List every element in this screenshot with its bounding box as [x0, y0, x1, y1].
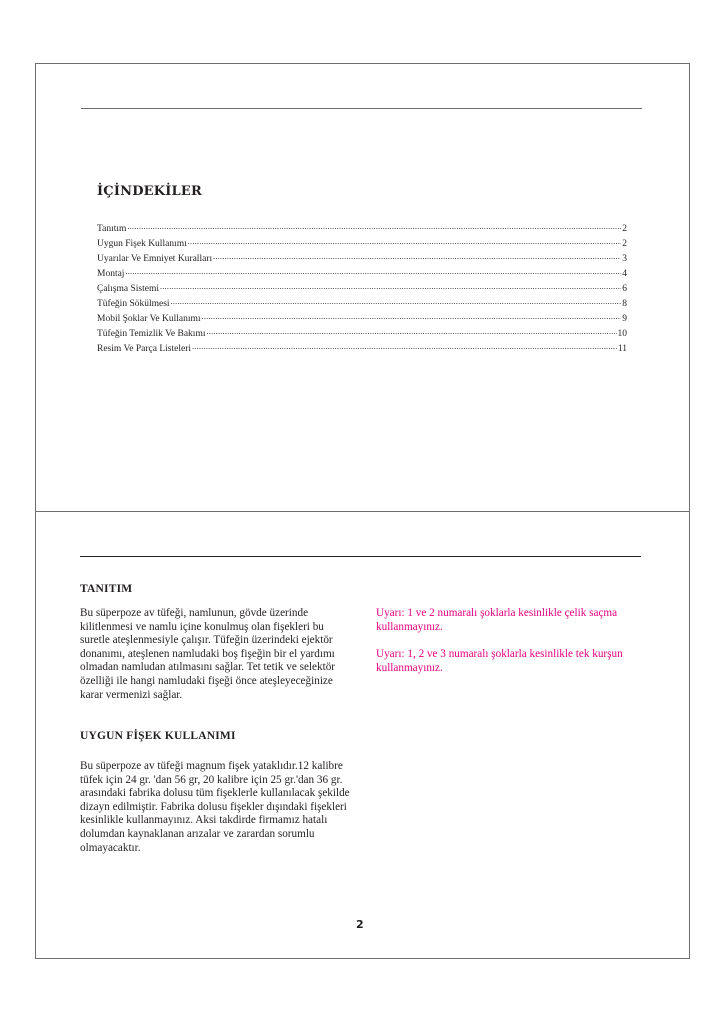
header-rule: [81, 108, 642, 109]
toc-entry[interactable]: [97, 311, 627, 326]
toc-entry-label: Tanıtım: [97, 224, 127, 234]
toc-entry[interactable]: [97, 266, 627, 281]
toc-entry-label: Uygun Fişek Kullanımı: [97, 239, 187, 249]
toc-entry-page: 6: [622, 284, 627, 294]
toc-entry[interactable]: [97, 296, 627, 311]
tanitim-paragraph: Bu süperpoze av tüfeği, namlunun, gövde üzerinde kilitlenmesi ve namlu içine konulmuş olan fişekleri bu suretle ateşlenmesiyle çalışır. Tüfeğin üzerindeki ejektör donanımı, ateşlenen namludaki boş fişeğin bir el yardımı olmadan namludan atılmasını sağlar. Tet tetik ve selektör özelliği ile hangi namludaki fişeği önce ateşleyeceğinize karar vermenizi sağlar.: [80, 607, 336, 701]
toc-entry-label: Mobil Şoklar Ve Kullanımı: [97, 314, 201, 324]
toc-entry-label: Montaj: [97, 269, 125, 279]
toc-entry[interactable]: [97, 236, 627, 251]
tanitim-heading: TANITIM: [80, 583, 133, 595]
toc-entry-page: 11: [617, 344, 627, 354]
toc-entry-label: Çalışma Sistemi: [97, 284, 160, 294]
toc-leader-dots: [206, 326, 616, 336]
uygun-fisek-paragraph: Bu süperpoze av tüfeği magnum fişek yataklıdır.12 kalibre tüfek için 24 gr. 'dan 56 gr, 20 kalibre için 25 gr.'dan 36 gr. arasındaki fabrika dolusu tüm fişeklerle kullanılacak şekilde dizayn edilmiştir. Fabrika dolusu fişekler dışındaki fişekleri kesinlikle kullanmayınız. Aksi takdirde firmamız hatalı dolumdan kaynaklanan arızalar ve zarardan sorumlu olmayacaktır.: [80, 760, 350, 854]
page-divider: [35, 511, 690, 512]
toc-entry-page: 3: [622, 254, 627, 264]
toc-entry-label: Resim Ve Parça Listeleri: [97, 344, 192, 354]
toc-entry-page: 10: [617, 329, 627, 339]
warning-steel-shot: Uyarı: 1 ve 2 numaralı şoklarla kesinlikle çelik saçma kullanmayınız.: [376, 607, 618, 633]
toc-entry[interactable]: [97, 341, 627, 356]
toc-entry-page: 2: [622, 239, 627, 249]
toc-entry[interactable]: [97, 251, 627, 266]
toc-entry-label: Tüfeğin Temizlik Ve Bakımı: [97, 329, 206, 339]
toc-leader-dots: [171, 296, 622, 306]
toc-entry[interactable]: [97, 326, 627, 341]
toc-title: İÇİNDEKİLER: [97, 184, 203, 199]
toc-entry-label: Uyarılar Ve Emniyet Kuralları: [97, 254, 213, 264]
uygun-fisek-heading: UYGUN FİŞEK KULLANIMI: [80, 730, 236, 742]
section-rule: [80, 556, 641, 557]
toc-leader-dots: [125, 266, 621, 276]
toc-entry-page: 8: [622, 299, 627, 309]
toc-leader-dots: [213, 251, 621, 261]
page-number: 2: [356, 918, 364, 931]
toc-entry-label: Tüfeğin Sökülmesi: [97, 299, 170, 309]
toc-entry-page: 9: [622, 314, 627, 324]
toc-entry-page: 2: [622, 224, 627, 234]
toc-entry-page: 4: [622, 269, 627, 279]
toc-entry[interactable]: [97, 221, 627, 236]
table-of-contents: [97, 221, 627, 356]
toc-entry[interactable]: [97, 281, 627, 296]
toc-leader-dots: [202, 311, 622, 321]
toc-leader-dots: [127, 221, 621, 231]
toc-leader-dots: [188, 236, 622, 246]
warning-single-slug: Uyarı: 1, 2 ve 3 numaralı şoklarla kesinlikle tek kurşun kullanmayınız.: [376, 648, 623, 674]
toc-leader-dots: [160, 281, 621, 291]
toc-leader-dots: [192, 341, 617, 351]
